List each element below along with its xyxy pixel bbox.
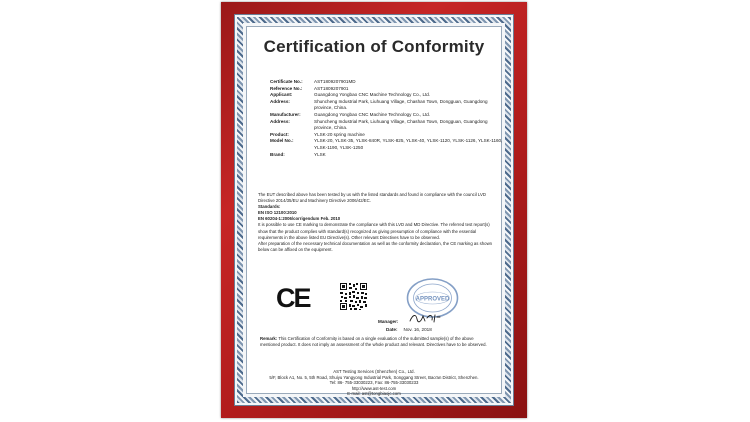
issuer-email: E-mail: ast@tongbiaojc.com: [347, 391, 401, 397]
certificate-border: [234, 14, 514, 406]
remark-block: [260, 336, 492, 348]
certificate-frame: [221, 2, 527, 418]
field-value: Shuncheng Industrial Park, Liuhuang Village, Chashan Town, Dongguan, Guangdong province, China.: [314, 98, 488, 111]
field-label: Reference No.:: [270, 85, 303, 91]
field-label: Applicant:: [270, 92, 293, 98]
field-value: Guangdong Yongbao CNC Machine Technology Co., Ltd.: [314, 111, 431, 117]
field-label: Certificate No.:: [270, 79, 303, 84]
compliance-paragraph: It is possible to use CE marking to demonstrate the compliance with this LVD and MD Directive. The referred test report(s) show that the product complies with standard(s) recognized as giving presumption of compliance with the essential requirements in the above listed EU Directive(s). Other relevant Directives have to be observed.: [258, 222, 490, 240]
field-label: Manufacturer:: [270, 111, 301, 117]
issuer-website: http://www.ast-test.com: [351, 385, 397, 391]
issuer-company: AST Testing Services (Shenzhen) Co., Ltd.: [333, 369, 415, 374]
manager-label: Manager:: [378, 319, 399, 324]
handwritten-signature-icon: [408, 312, 442, 324]
field-manufacturer: [270, 112, 506, 119]
remark-text: This Certification of Conformity is based on a single evaluation of the submitted sample(s) of the above mentioned product. It does not imply an assessment of the whole product and relevant. Directives have to be observed.: [260, 336, 487, 348]
field-value: YLSK: [314, 151, 326, 157]
intro-paragraph: The EUT described above has been tested by us with the listed standards and found in compliance with the council LVD Directive 2014/35/EU and Machinery Directive 2006/42/EC.: [258, 192, 486, 204]
field-product: [270, 132, 506, 139]
field-applicant-address: [270, 99, 506, 112]
certificate-fields: [270, 79, 506, 158]
date-value: Nov. 16, 2018: [403, 327, 432, 332]
standard-item: EN ISO 12100:2010: [258, 210, 297, 216]
standard-item: EN 60204-1:2006/corrigendum Feb. 2010: [258, 216, 341, 222]
field-model-no: [270, 138, 506, 151]
certificate-title: Certification of Conformity: [263, 37, 485, 56]
certificate-paper: [246, 26, 503, 397]
signature-block: [378, 318, 488, 334]
field-value: Guangdong Yongbao CNC Machine Technology Co., Ltd.: [314, 92, 431, 98]
field-label: Model No.:: [270, 138, 294, 144]
manager-row: [378, 318, 488, 326]
standards-label: Standards:: [258, 204, 281, 210]
field-value: AST1809207901: [314, 85, 349, 91]
field-certificate-no: [270, 79, 506, 86]
date-row: [378, 326, 488, 334]
issuer-footer: [247, 369, 501, 397]
field-reference-no: [270, 86, 506, 93]
field-value: AST1809207901MD: [314, 79, 356, 84]
issuer-address: 5/F, Block A1, No. 5, 5th Road, Shuiyu Yangyong Industrial Park, Songgang Street, Bao'an District, Shenzhen.: [269, 374, 479, 380]
date-label: Date:: [386, 327, 398, 332]
field-value: YLSK-20 spring machine: [314, 131, 365, 137]
field-applicant: [270, 92, 506, 99]
qr-code-icon: [339, 282, 368, 311]
remark-label: Remark:: [260, 336, 278, 341]
field-label: Address:: [270, 98, 290, 104]
ce-mark: CE: [276, 283, 310, 313]
field-value: YLSK-20, YLSK-35, YLSK-840R, YLSK-825, YLSK-40, YLSK-1120, YLSK-1126, YLSK-1160, YLSK-1190, YLSK-1250: [314, 138, 503, 150]
certificate-body: [258, 192, 494, 253]
field-label: Product:: [270, 131, 289, 137]
field-label: Brand:: [270, 151, 285, 157]
issuer-phone: Tel: 86- 755-33030223, Fax: 86-755-33030233: [329, 380, 419, 386]
marking-paragraph: After preparation of the necessary technical documentation as well as the conformity declaration, the CE marking as shown below can be affixed on the equipment.: [258, 240, 493, 252]
seal-text: APPROVED: [415, 296, 450, 303]
field-manufacturer-address: [270, 119, 506, 132]
field-value: Shuncheng Industrial Park, Liuhuang Village, Chashan Town, Dongguan, Guangdong province, China.: [314, 118, 488, 131]
field-label: Address:: [270, 118, 290, 124]
field-brand: [270, 152, 506, 159]
